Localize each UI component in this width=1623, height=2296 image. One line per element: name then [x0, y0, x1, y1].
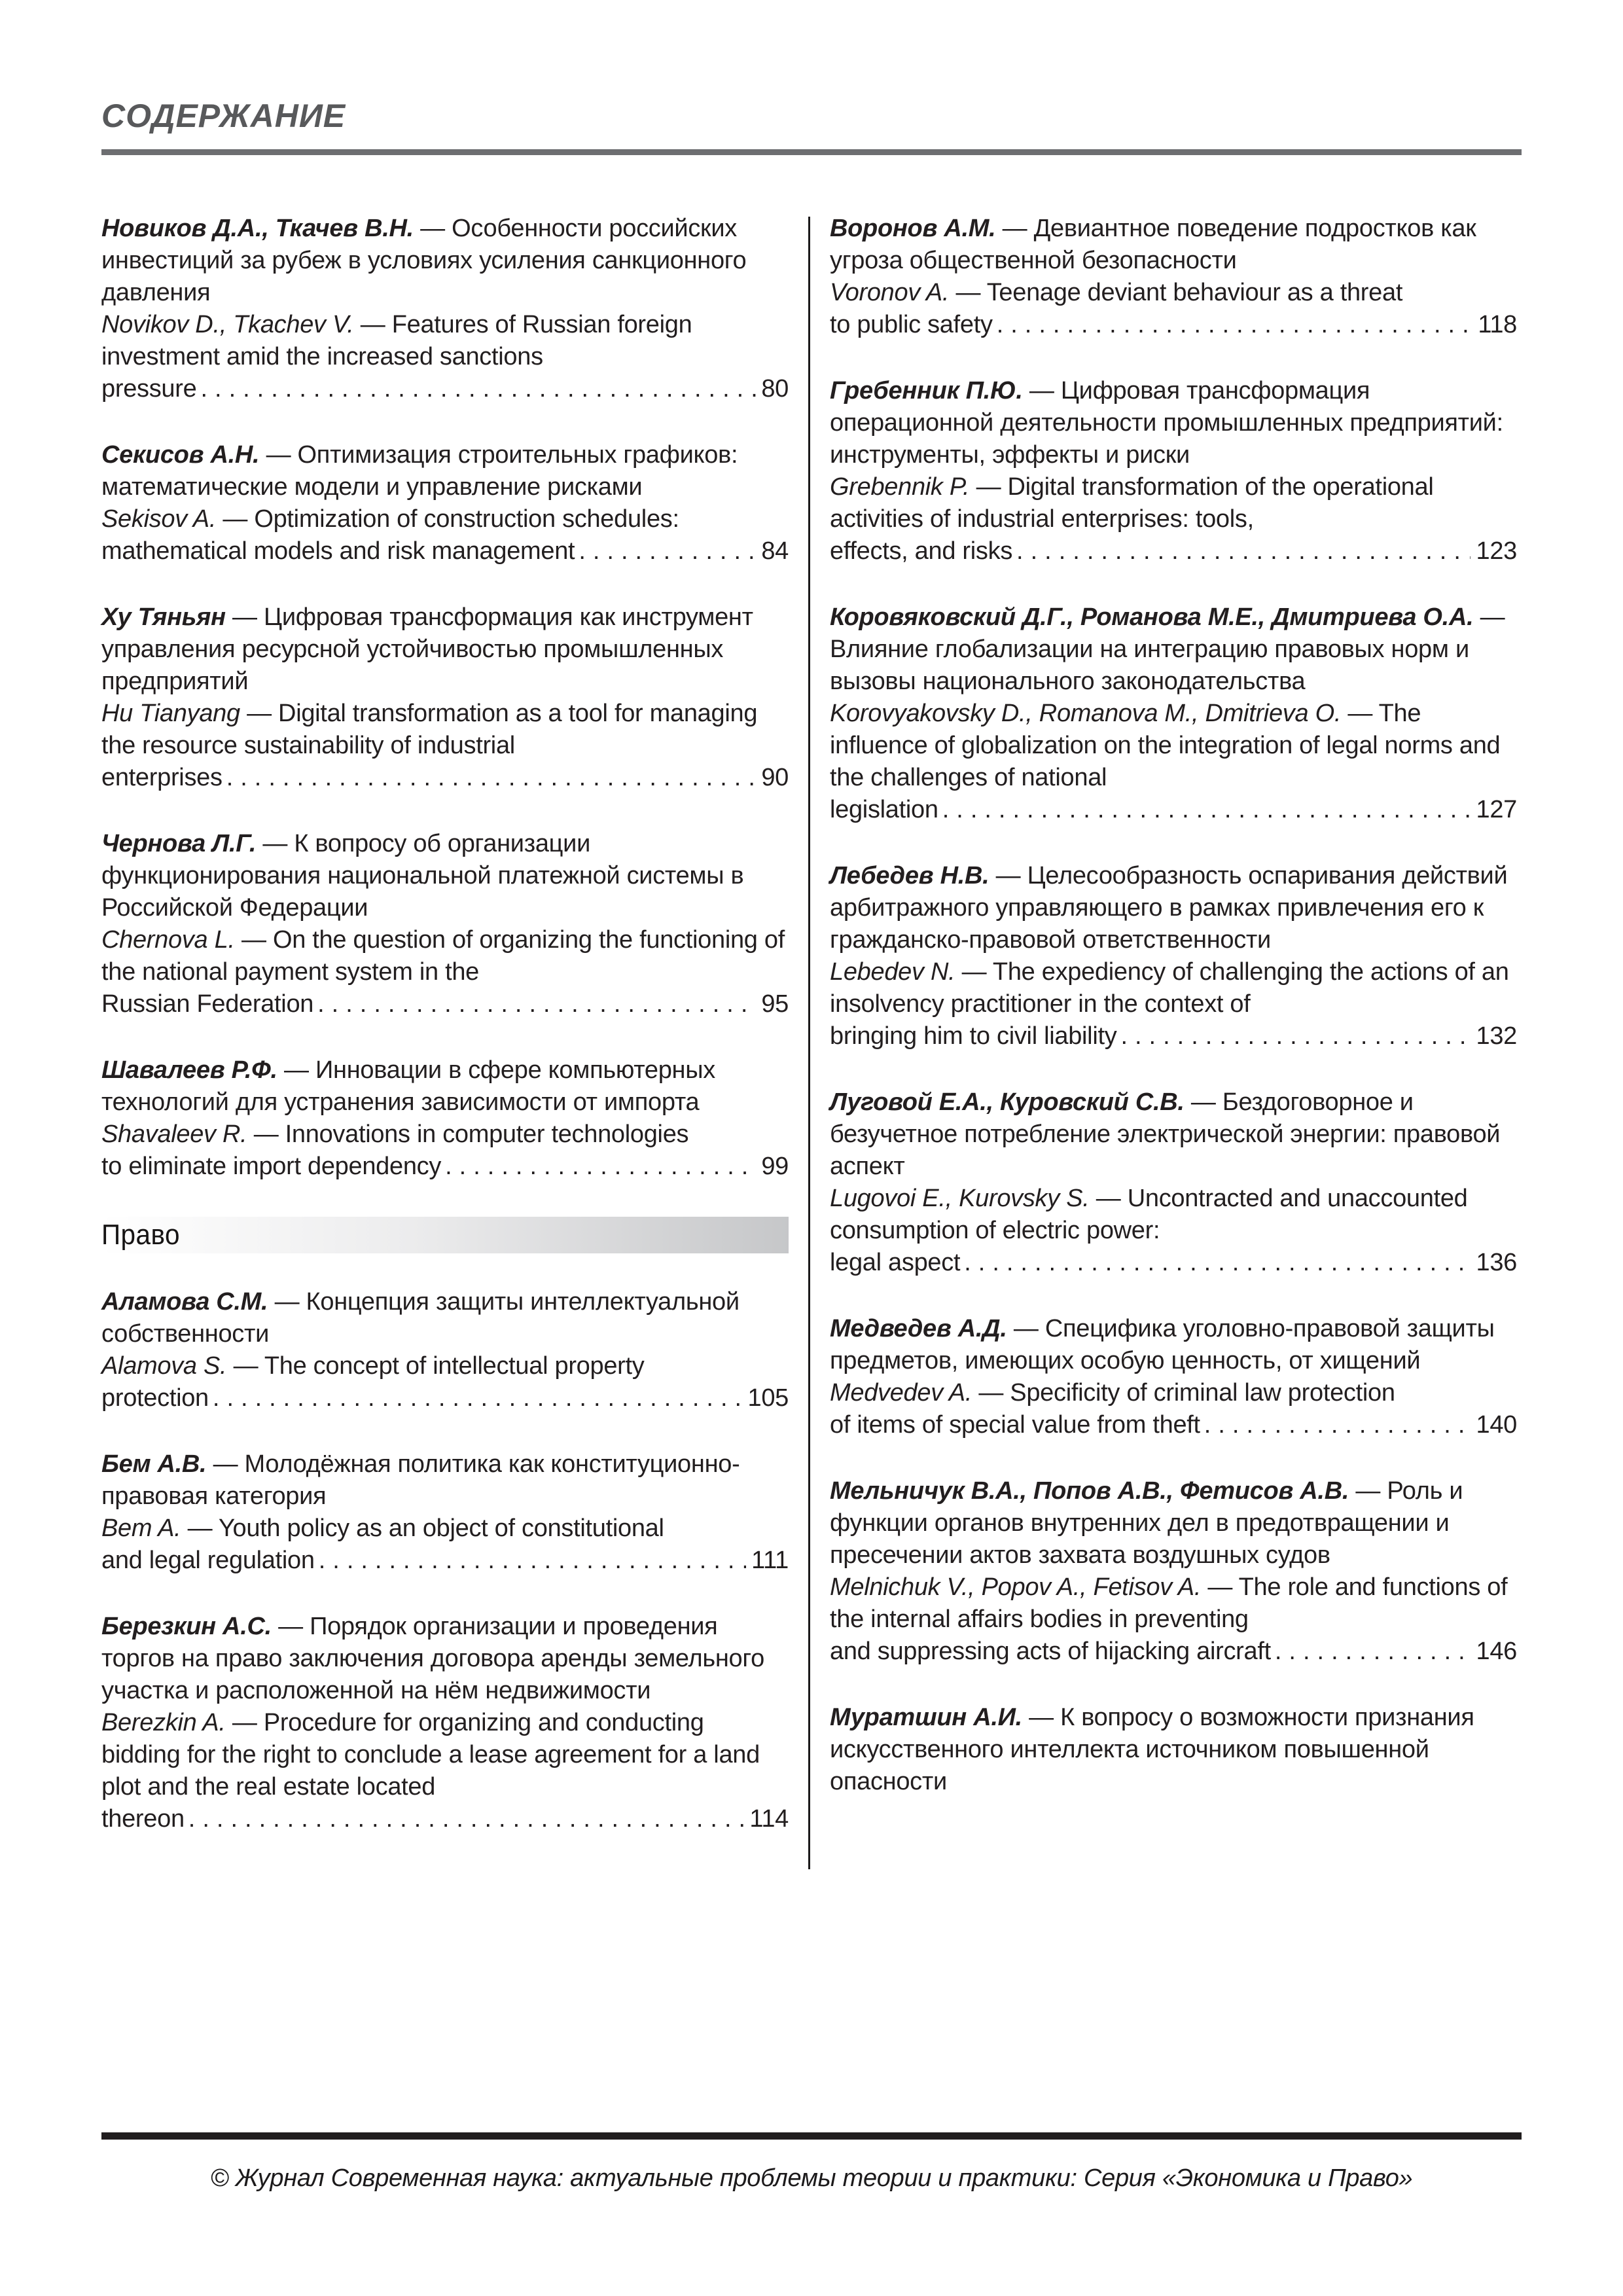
entry-ru-title: — Влияние глобализации на интеграцию правовых норм и вызовы национального законодательства [830, 603, 1505, 695]
toc-entry [101, 1611, 789, 1835]
dot-leader [200, 373, 756, 405]
entry-english-line [101, 1513, 789, 1545]
entry-ru-authors: Коровяковский Д.Г., Романова М.Е., Дмитриева О.А. [830, 603, 1474, 631]
toc-entry [830, 1086, 1517, 1279]
entry-ru-title: — Инновации в сфере компьютерных технологий для устранения зависимости от импорта [101, 1056, 715, 1116]
entry-ru-authors: Шавалеев Р.Ф. [101, 1056, 277, 1084]
entry-en-authors: Grebennik P. [830, 473, 970, 501]
entry-ru-title: — К вопросу о возможности признания искусственного интеллекта источником повышенной опасности [830, 1704, 1474, 1795]
dot-leader [188, 1803, 745, 1835]
entry-en-lastline: legislation [830, 796, 938, 823]
entry-en-lastline: legal aspect [830, 1249, 961, 1276]
dot-leader [579, 535, 756, 567]
page-number: 111 [751, 1547, 789, 1574]
entry-last-line [101, 1151, 789, 1183]
section-label: Право [101, 1219, 180, 1251]
entry-en-title: — Procedure for organizing and conducting bidding for the right to conclude a lease agreement for a land plot and the real estate located [101, 1709, 760, 1801]
entry-english-line [101, 924, 789, 988]
entry-russian-line [101, 828, 789, 924]
toc-entry [830, 601, 1517, 826]
toc-entry [830, 1313, 1517, 1441]
page-number: 105 [747, 1384, 789, 1412]
page-number: 140 [1476, 1411, 1517, 1439]
entry-last-line [101, 535, 789, 567]
entry-ru-title: — Концепция защиты интеллектуальной собственности [101, 1288, 740, 1348]
entry-ru-title: — Особенности российских инвестиций за рубеж в условиях усиления санкционного давления [101, 215, 747, 306]
entry-last-line [101, 1382, 789, 1414]
entry-russian-line [101, 213, 789, 309]
toc-entry [101, 439, 789, 567]
entry-last-line [830, 1636, 1517, 1668]
entry-ru-authors: Лебедев Н.В. [830, 862, 990, 889]
entry-last-line [830, 309, 1517, 341]
entry-ru-authors: Муратшин А.И. [830, 1704, 1022, 1731]
entry-last-line [830, 535, 1517, 567]
entry-ru-authors: Воронов А.М. [830, 215, 996, 242]
entry-en-authors: Medvedev A. [830, 1379, 972, 1407]
entry-russian-line [830, 860, 1517, 956]
entry-en-title: — Digital transformation of the operational activities of industrial enterprises: tools, [830, 473, 1434, 533]
dot-leader [997, 309, 1473, 341]
entry-en-title: — Uncontracted and unaccounted consumption of electric power: [830, 1185, 1468, 1244]
entry-en-authors: Hu Tianyang [101, 700, 240, 727]
entry-ru-authors: Ху Тяньян [101, 603, 226, 631]
entry-ru-authors: Гребенник П.Ю. [830, 377, 1023, 404]
page-number: 84 [761, 537, 789, 565]
page-number: 146 [1476, 1638, 1517, 1665]
entry-en-lastline: Russian Federation [101, 990, 314, 1018]
dot-leader [445, 1151, 756, 1183]
entry-en-title: — Innovations in computer technologies [253, 1121, 689, 1148]
entry-ru-authors: Чернова Л.Г. [101, 830, 257, 857]
entry-russian-line [830, 375, 1517, 471]
entry-en-title: — The role and functions of the internal affairs bodies in preventing [830, 1573, 1508, 1633]
entry-russian-line [101, 601, 789, 698]
toc-column-right [830, 213, 1517, 1869]
entry-en-authors: Chernova L. [101, 926, 235, 954]
entry-last-line [830, 794, 1517, 826]
entry-russian-line [830, 601, 1517, 698]
dot-leader [1120, 1020, 1471, 1052]
toc-entry [101, 1448, 789, 1577]
page-number: 90 [761, 764, 789, 791]
entry-ru-title: — Цифровая трансформация операционной деятельности промышленных предприятий: инструменты, эффекты и риски [830, 377, 1503, 469]
entry-english-line [101, 1119, 789, 1151]
entry-english-line [101, 309, 789, 373]
footer-rule [101, 2132, 1522, 2140]
entry-russian-line [101, 1054, 789, 1119]
entry-en-authors: Alamova S. [101, 1352, 227, 1380]
entry-en-title: — Teenage deviant behaviour as a threat [955, 279, 1403, 306]
toc-entry [830, 1475, 1517, 1668]
dot-leader [1016, 535, 1471, 567]
entry-en-lastline: thereon [101, 1805, 185, 1833]
entry-en-lastline: protection [101, 1384, 209, 1412]
entry-ru-authors: Березкин А.С. [101, 1613, 272, 1640]
entry-english-line [101, 1707, 789, 1803]
entry-ru-title: — Порядок организации и проведения торгов на право заключения договора аренды земельного участка и расположенной на нём недвижимости [101, 1613, 764, 1704]
dot-leader [213, 1382, 743, 1414]
entry-last-line [101, 988, 789, 1020]
entry-ru-authors: Бем А.В. [101, 1450, 207, 1478]
entry-en-authors: Korovyakovsky D., Romanova M., Dmitrieva O. [830, 700, 1342, 727]
entry-en-title: — The expediency of challenging the actions of an insolvency practitioner in the context of [830, 958, 1509, 1018]
entry-english-line [830, 277, 1517, 309]
entry-russian-line [101, 1448, 789, 1513]
dot-leader [1275, 1636, 1471, 1668]
page-number: 99 [761, 1153, 789, 1180]
entry-russian-line [101, 1611, 789, 1707]
entry-en-lastline: bringing him to civil liability [830, 1022, 1117, 1050]
header-rule [101, 149, 1522, 155]
entry-en-authors: Bem A. [101, 1515, 181, 1542]
entry-last-line [101, 373, 789, 405]
dot-leader [319, 1545, 746, 1577]
entry-en-lastline: of items of special value from theft [830, 1411, 1200, 1439]
page-number: 127 [1476, 796, 1517, 823]
page-number: 114 [749, 1805, 789, 1833]
entry-en-lastline: enterprises [101, 764, 223, 791]
entry-en-title: — Specificity of criminal law protection [978, 1379, 1395, 1407]
page-number: 136 [1476, 1249, 1517, 1276]
toc-columns [101, 213, 1522, 1869]
toc-entry [101, 1286, 789, 1414]
entry-russian-line [830, 213, 1517, 277]
page-number: 118 [1478, 311, 1517, 338]
toc-entry [830, 860, 1517, 1052]
entry-english-line [101, 698, 789, 762]
entry-en-title: — Optimization of construction schedules: [223, 505, 679, 533]
entry-russian-line [830, 1702, 1517, 1798]
entry-ru-title: — Целесообразность оспаривания действий арбитражного управляющего в рамках привлечения его к гражданско-правовой ответственности [830, 862, 1508, 954]
section-header-law [101, 1217, 789, 1253]
entry-en-lastline: and legal regulation [101, 1547, 315, 1574]
footer-copyright: © Журнал Современная наука: актуальные проблемы теории и практики: Серия «Экономика и Право» [210, 2164, 1413, 2192]
entry-english-line [830, 1377, 1517, 1409]
entry-en-authors: Voronov A. [830, 279, 950, 306]
entry-russian-line [101, 1286, 789, 1350]
entry-last-line [101, 1545, 789, 1577]
toc-entry [101, 828, 789, 1020]
entry-en-authors: Lugovoi E., Kurovsky S. [830, 1185, 1090, 1212]
toc-entry [830, 213, 1517, 341]
entry-ru-authors: Секисов А.Н. [101, 441, 260, 469]
entry-russian-line [101, 439, 789, 503]
entry-ru-authors: Медведев А.Д. [830, 1315, 1007, 1342]
entry-last-line [830, 1409, 1517, 1441]
entry-en-lastline: to public safety [830, 311, 993, 338]
entry-en-title: — Digital transformation as a tool for managing the resource sustainability of industrial [101, 700, 758, 759]
dot-leader [964, 1247, 1471, 1279]
page-footer [101, 2132, 1522, 2193]
entry-en-authors: Melnichuk V., Popov A., Fetisov A. [830, 1573, 1202, 1601]
entry-ru-authors: Новиков Д.А., Ткачев В.Н. [101, 215, 414, 242]
entry-ru-title: — Цифровая трансформация как инструмент управления ресурсной устойчивостью промышленных предприятий [101, 603, 753, 695]
entry-en-authors: Sekisov A. [101, 505, 217, 533]
entry-ru-authors: Аламова С.М. [101, 1288, 268, 1316]
page-header [101, 97, 1522, 155]
toc-entry [830, 1702, 1517, 1798]
entry-en-lastline: pressure [101, 375, 197, 403]
entry-ru-title: — К вопросу об организации функционирования национальной платежной системы в Российской Федерации [101, 830, 744, 922]
toc-entry [101, 601, 789, 794]
entry-en-lastline: to eliminate import dependency [101, 1153, 442, 1180]
page-number: 80 [761, 375, 789, 403]
entry-en-authors: Shavaleev R. [101, 1121, 247, 1148]
entry-ru-authors: Луговой Е.А., Куровский С.В. [830, 1088, 1185, 1116]
entry-en-title: — Features of Russian foreign investment amid the increased sanctions [101, 311, 692, 370]
toc-entry [101, 213, 789, 405]
entry-ru-title: — Оптимизация строительных графиков: математические модели и управление рисками [101, 441, 738, 501]
entry-en-title: — Youth policy as an object of constitutional [187, 1515, 664, 1542]
page-title: СОДЕРЖАНИЕ [101, 98, 346, 134]
entry-en-lastline: effects, and risks [830, 537, 1013, 565]
page-number: 132 [1476, 1022, 1517, 1050]
entry-english-line [830, 956, 1517, 1020]
entry-english-line [830, 471, 1517, 535]
toc-entry [101, 1054, 789, 1183]
entry-russian-line [830, 1086, 1517, 1183]
entry-en-authors: Lebedev N. [830, 958, 955, 986]
entry-english-line [830, 1571, 1517, 1636]
dot-leader [942, 794, 1471, 826]
entry-en-title: — The influence of globalization on the integration of legal norms and the challenges of national [830, 700, 1501, 791]
page-number: 123 [1476, 537, 1517, 565]
entry-en-lastline: mathematical models and risk management [101, 537, 575, 565]
entry-russian-line [830, 1475, 1517, 1571]
dot-leader [226, 762, 757, 794]
entry-en-title: — On the question of organizing the functioning of the national payment system in the [101, 926, 785, 986]
entry-english-line [830, 698, 1517, 794]
entry-ru-title: — Специфика уголовно-правовой защиты предметов, имеющих особую ценность, от хищений [830, 1315, 1495, 1374]
entry-english-line [830, 1183, 1517, 1247]
column-divider [808, 217, 810, 1869]
entry-english-line [101, 1350, 789, 1382]
toc-entry [830, 375, 1517, 567]
entry-ru-title: — Девиантное поведение подростков как угроза общественной безопасности [830, 215, 1476, 274]
entry-ru-authors: Мельничук В.А., Попов А.В., Фетисов А.В. [830, 1477, 1349, 1505]
entry-en-title: — The concept of intellectual property [233, 1352, 645, 1380]
entry-ru-title: — Молодёжная политика как конституционно-правовая категория [101, 1450, 740, 1510]
entry-last-line [101, 1803, 789, 1835]
entry-english-line [101, 503, 789, 535]
entry-ru-title: — Бездоговорное и безучетное потребление электрической энергии: правовой аспект [830, 1088, 1501, 1180]
entry-last-line [830, 1247, 1517, 1279]
entry-en-lastline: and suppressing acts of hijacking aircraft [830, 1638, 1271, 1665]
entry-en-authors: Novikov D., Tkachev V. [101, 311, 354, 338]
entry-last-line [830, 1020, 1517, 1052]
page-number: 95 [761, 990, 789, 1018]
entry-ru-title: — Роль и функции органов внутренних дел в предотвращении и пресечении актов захвата воздушных судов [830, 1477, 1463, 1569]
dot-leader [1204, 1409, 1471, 1441]
entry-russian-line [830, 1313, 1517, 1377]
toc-column-left [101, 213, 789, 1869]
dot-leader [317, 988, 756, 1020]
entry-en-authors: Berezkin A. [101, 1709, 226, 1736]
entry-last-line [101, 762, 789, 794]
